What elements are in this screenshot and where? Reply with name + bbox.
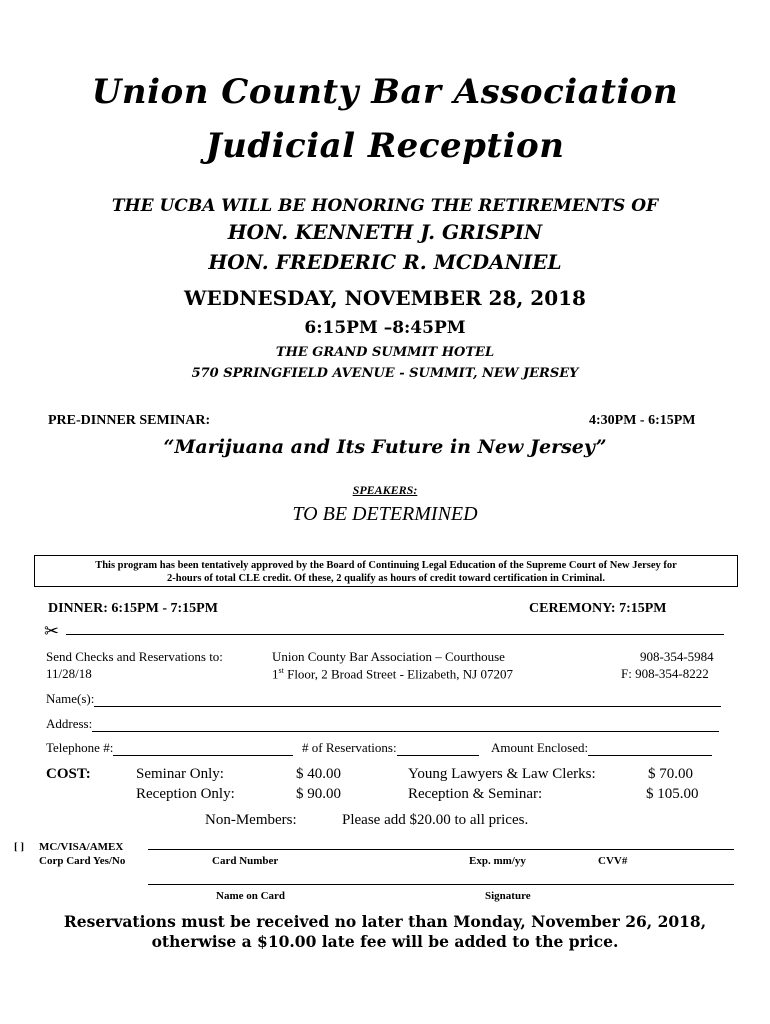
exp-label: Exp. mm/yy xyxy=(469,855,526,867)
reservations-line[interactable] xyxy=(397,743,479,756)
name-on-card-label: Name on Card xyxy=(216,890,286,902)
amount-line[interactable] xyxy=(588,743,712,756)
amount-field[interactable] xyxy=(491,740,712,756)
org-fax: F: 908-354-8222 xyxy=(621,666,709,681)
address-label: Address: xyxy=(46,716,93,731)
seminar-label: PRE-DINNER SEMINAR: xyxy=(48,413,211,428)
speakers-label: SPEAKERS: xyxy=(352,483,418,497)
honoree-2: HON. FREDERIC R. MCDANIEL xyxy=(208,250,562,274)
nonmembers-label: Non-Members: xyxy=(205,812,297,828)
reception-seminar-label: Reception & Seminar: xyxy=(408,786,543,802)
amount-label: Amount Enclosed: xyxy=(491,740,589,755)
telephone-field[interactable] xyxy=(46,740,293,756)
seminar-only-label: Seminar Only: xyxy=(136,766,224,782)
names-label: Name(s): xyxy=(46,691,95,706)
deadline-line-2: otherwise a $10.00 late fee will be added to the price. xyxy=(151,932,619,951)
address-line[interactable] xyxy=(92,719,719,732)
address-field[interactable] xyxy=(46,716,719,732)
telephone-line[interactable] xyxy=(113,743,293,756)
signature-line[interactable] xyxy=(148,884,734,885)
scissors-icon: ✂ xyxy=(44,621,60,642)
honoring-text: THE UCBA WILL BE HONORING THE RETIREMENTS OF xyxy=(111,196,659,216)
names-field[interactable] xyxy=(46,691,721,707)
honoree-1: HON. KENNETH J. GRISPIN xyxy=(227,220,543,244)
card-checkbox[interactable]: [ ] xyxy=(14,841,25,853)
cut-line xyxy=(66,634,724,635)
dinner-time: DINNER: 6:15PM - 7:15PM xyxy=(48,601,218,616)
seminar-title: “Marijuana and Its Future in New Jersey” xyxy=(163,436,607,458)
cle-notice-box xyxy=(34,555,738,587)
reservations-field[interactable] xyxy=(302,740,479,756)
young-lawyers-price: $ 70.00 xyxy=(648,766,693,782)
title-line-1: Union County Bar Association xyxy=(91,72,679,112)
title-line-2: Judicial Reception xyxy=(205,126,565,166)
young-lawyers-label: Young Lawyers & Law Clerks: xyxy=(408,766,596,782)
event-time: 6:15PM –8:45PM xyxy=(304,318,466,338)
cle-notice-line-2: 2-hours of total CLE credit. Of these, 2 qualify as hours of credit toward certification in Criminal. xyxy=(167,573,605,584)
cost-label: COST: xyxy=(46,766,91,782)
telephone-label: Telephone #: xyxy=(46,740,114,755)
ceremony-time: CEREMONY: 7:15PM xyxy=(529,601,667,616)
org-address: 1st Floor, 2 Broad Street - Elizabeth, NJ 07207 xyxy=(272,666,513,682)
corp-card: Corp Card Yes/No xyxy=(39,855,126,867)
seminar-time: 4:30PM - 6:15PM xyxy=(589,413,696,428)
card-number-label: Card Number xyxy=(212,855,279,867)
reception-only-label: Reception Only: xyxy=(136,786,235,802)
seminar-only-price: $ 40.00 xyxy=(296,766,341,782)
card-number-line[interactable] xyxy=(148,849,734,850)
names-line[interactable] xyxy=(94,694,721,707)
deadline-line-1: Reservations must be received no later than Monday, November 26, 2018, xyxy=(63,912,707,931)
send-date: 11/28/18 xyxy=(46,666,92,681)
send-label: Send Checks and Reservations to: xyxy=(46,649,223,664)
venue: THE GRAND SUMMIT HOTEL xyxy=(275,345,495,360)
org-name: Union County Bar Association – Courthouse xyxy=(272,649,505,664)
reception-only-price: $ 90.00 xyxy=(296,786,341,802)
event-date: WEDNESDAY, NOVEMBER 28, 2018 xyxy=(184,286,586,310)
reservations-label: # of Reservations: xyxy=(302,740,397,755)
cvv-label: CVV# xyxy=(598,855,628,867)
signature-label: Signature xyxy=(485,890,531,902)
venue-address: 570 SPRINGFIELD AVENUE - SUMMIT, NEW JERSEY xyxy=(191,366,579,381)
cle-notice-line-1: This program has been tentatively approved by the Board of Continuing Legal Education of the Supreme Court of New Jersey for xyxy=(95,560,677,571)
speakers-value: TO BE DETERMINED xyxy=(292,503,478,525)
org-phone: 908-354-5984 xyxy=(640,649,714,664)
card-types: MC/VISA/AMEX xyxy=(39,841,124,853)
reception-seminar-price: $ 105.00 xyxy=(646,786,699,802)
nonmembers-text: Please add $20.00 to all prices. xyxy=(342,812,529,828)
